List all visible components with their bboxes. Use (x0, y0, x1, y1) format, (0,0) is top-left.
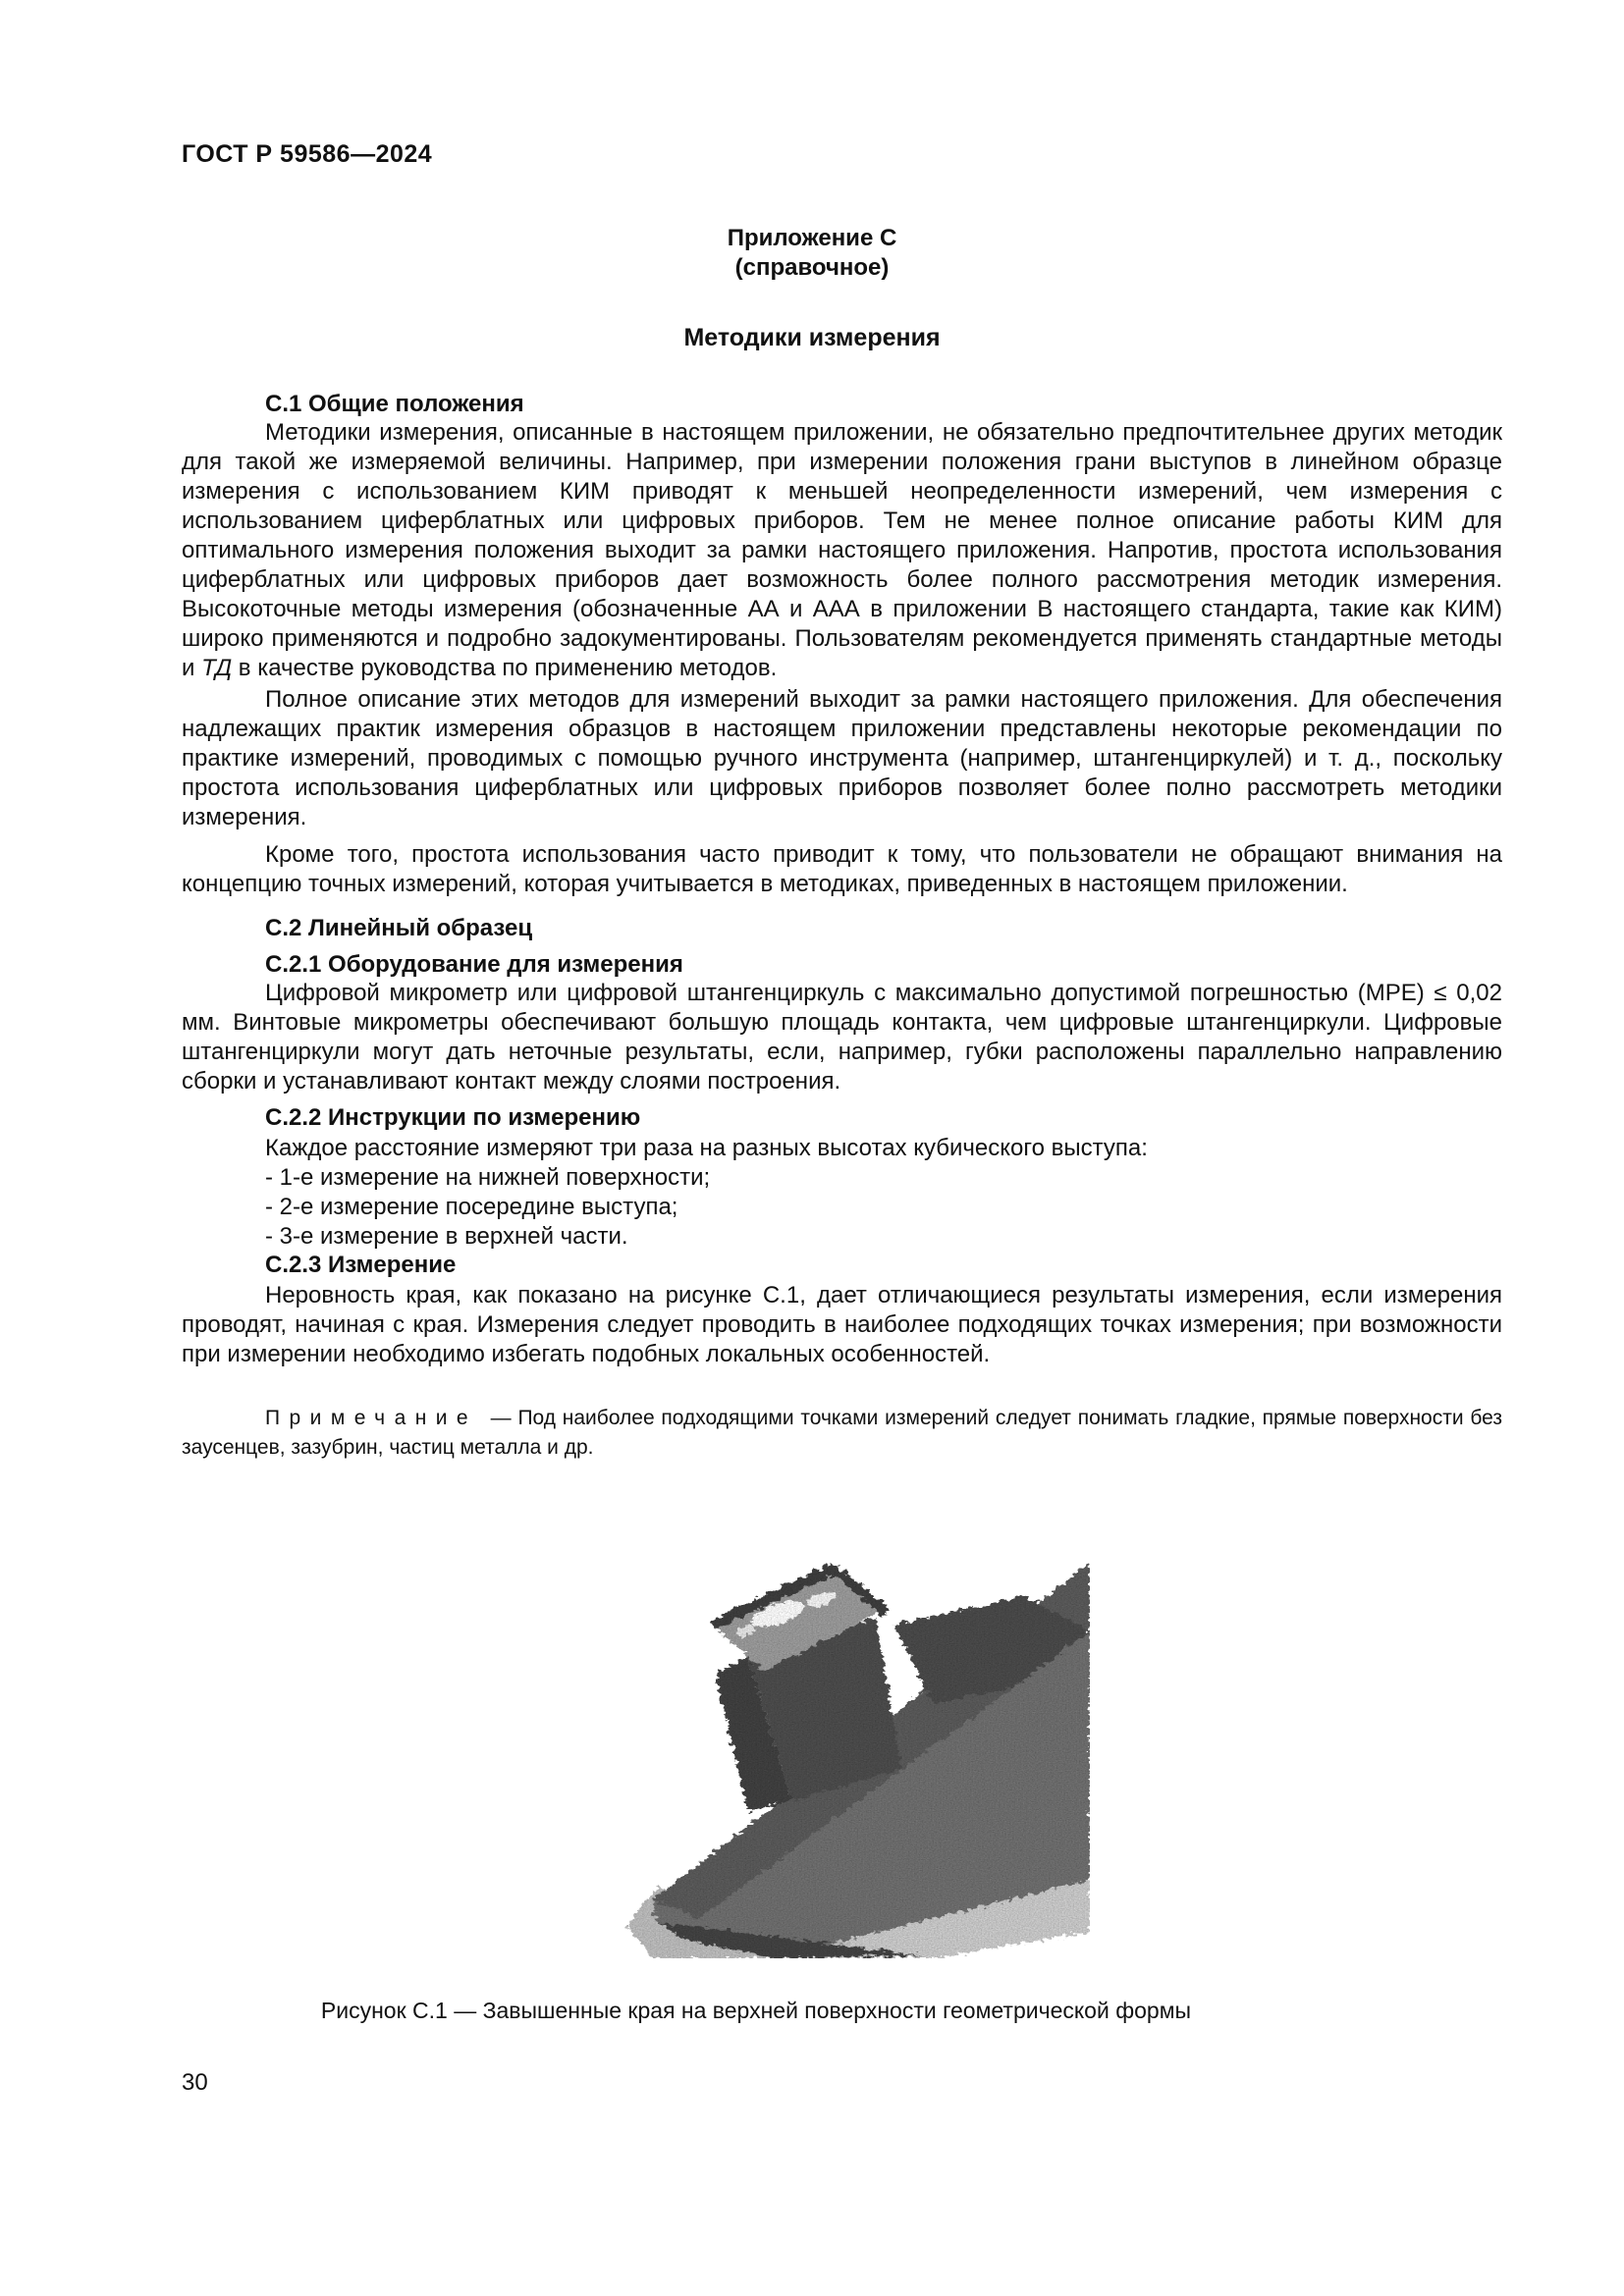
page-number: 30 (182, 2069, 208, 2096)
c1-p1-text-before: Методики измерения, описанные в настоящем приложении, не обязательно предпочтительнее других методик для такой же измеряемой величины. Например, при измерении положения грани выступов в линейном образце измерения с использованием КИМ приводят к меньшей неопределенности измерений, чем измерения с использованием циферблатных или цифровых приборов. Тем не менее полное описание работы КИМ для оптимального измерения положения выходит за рамки настоящего приложения. Напротив, простота использования циферблатных или цифровых приборов дает возможность более полного рассмотрения методик измерения. Высокоточные методы измерения (обозначенные АА и ААА в приложении В настоящего стандарта, такие как КИМ) широко применяются и подробно задокументированы. Пользователям рекомендуется применять стандартные методы и (182, 419, 1502, 681)
appendix-kind: (справочное) (734, 254, 890, 281)
note-text: Под наиболее подходящими точками измерений следует понимать гладкие, прямые поверхности без заусенцев, зазубрин, частиц металла и др. (182, 1407, 1503, 1459)
section-c23-paragraph: Неровность края, как показано на рисунке С.1, дает отличающиеся результаты измерения, если измерения проводят, начиная с края. Измерения следует проводить в наиболее подходящих точках измерения; при возможности при измерении необходимо избегать подобных локальных особенностей. (182, 1282, 1502, 1367)
section-c1-paragraph-1 (182, 418, 1502, 683)
figure-c1-photo-svg (599, 1502, 1090, 1958)
note-label: Примечание (265, 1407, 478, 1429)
appendix-label: Приложение С (727, 225, 897, 251)
c1-p1-italic-td: ТД (201, 655, 233, 681)
list-item-2: - 2-е измерение посередине выступа; (265, 1194, 678, 1220)
section-c1-paragraph-3: Кроме того, простота использования часто приводит к тому, что пользователи не обращают внимания на концепцию точных измерений, которая учитывается в методиках, приведенных в настоящем приложении. (182, 841, 1502, 897)
page-title: Методики измерения (683, 324, 941, 351)
section-c21-paragraph: Цифровой микрометр или цифровой штангенциркуль с максимально допустимой погрешностью (MPE) ≤ 0,02 мм. Винтовые микрометры обеспечивают большую площадь контакта, чем цифровые штангенциркули. Цифровые штангенциркули могут дать неточные результаты, если, например, губки расположены параллельно направлению сборки и устанавливают контакт между слоями построения. (182, 980, 1502, 1095)
section-c1-heading: С.1 Общие положения (265, 391, 524, 417)
figure-c1-image (599, 1502, 1090, 1958)
figure-c1-caption: Рисунок С.1 — Завышенные края на верхней поверхности геометрической формы (320, 1998, 1192, 2023)
section-c2-heading: С.2 Линейный образец (265, 915, 533, 941)
doc-header: ГОСТ Р 59586—2024 (182, 140, 433, 168)
list-item-1: - 1-е измерение на нижней поверхности; (265, 1164, 711, 1191)
section-c22-heading: С.2.2 Инструкции по измерению (265, 1104, 641, 1131)
section-c22-intro: Каждое расстояние измеряют три раза на разных высотах кубического выступа: (265, 1135, 1148, 1161)
c1-p1-text-after: в качестве руководства по применению методов. (232, 655, 778, 681)
note-dash: — (490, 1407, 512, 1429)
section-c1-paragraph-2: Полное описание этих методов для измерений выходит за рамки настоящего приложения. Для обеспечения надлежащих практик измерения образцов в настоящем приложении представлены некоторые рекомендации по практике измерений, проводимых с помощью ручного инструмента (например, штангенциркулей) и т. д., поскольку простота использования циферблатных или цифровых приборов позволяет более полно рассмотреть методики измерения. (182, 686, 1502, 830)
section-c21-heading: С.2.1 Оборудование для измерения (265, 951, 683, 978)
note-block (182, 1404, 1502, 1463)
list-item-3: - 3-е измерение в верхней части. (265, 1223, 628, 1250)
section-c23-heading: С.2.3 Измерение (265, 1252, 457, 1278)
appendix-heading (0, 224, 1624, 283)
